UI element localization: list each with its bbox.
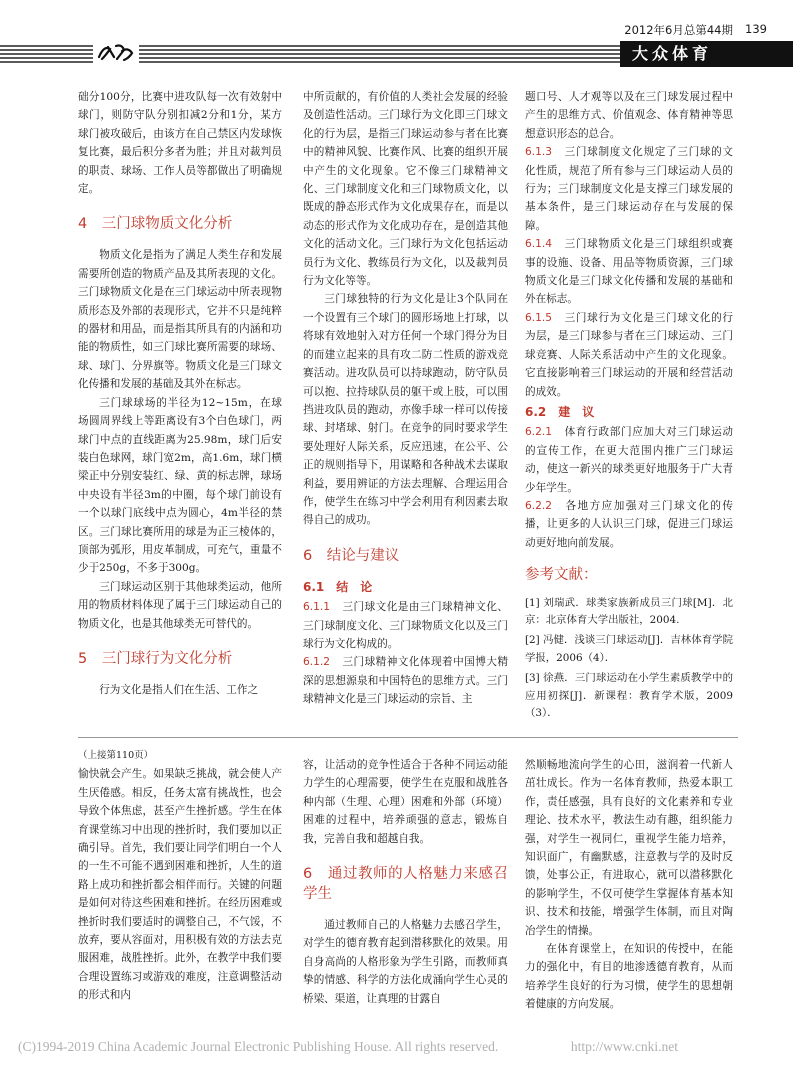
column-top-1 [78,88,282,699]
paragraph: 行为文化是指人们在生活、工作之 [99,683,259,696]
section-heading: 5 三门球行为文化分析 [78,650,233,667]
paragraph: 物质文化是指为了满足人类生存和发展需要所创造的物质产品及其所表现的文化。三门球物质文化是在三门球运动中所表现物质形态及外部的表现形式，它并不只是纯粹的器材和用品，而是指其所具有的内涵和功能的物质性，如三门球比赛所需要的球场、球、球门、分界旗等。物质文化是三门球文化传播和发展的基础及其外在标志。 [78,249,282,391]
item-number: 6.1.2 [303,656,330,669]
subsection-heading: 6.2 建 议 [525,404,595,419]
item-text: 三门球精神文化体现着中国博大精深的思想源泉和中国特色的思维方式。三门球精神文化是三门球运动的宗旨、主 [303,656,508,706]
brand-title: 大众体育 [620,41,793,67]
section-divider [78,737,738,738]
references-heading: 参考文献： [525,567,598,584]
paragraph: 愉快就会产生。如果缺乏挑战，就会使人产生厌倦感。相反，任务太富有挑战性，也会导致个体焦虑，甚至产生挫折感。学生在体育课堂练习中出现的挫折时，我们要加以正确引导。首先，我们要让同学们明白一个人的一生不可能不遇到困难和挫折，人生的道路上成功和挫折都会相伴而行。关键的问题是如何对待这些困难和挫折。在经历困难或挫折时我们要适时的调整自己，不气馁，不放弃，要从容面对，用积极有效的方法去克服困难，战胜挫折。此外，在教学中我们要合理设置练习或游戏的难度，注意调整活动的形式和内 [78,768,282,1002]
paragraph: 三门球球场的半径为12~15m，在球场圆周界线上等距离设有3个白色球门，两球门中点的直线距离为25.98m，球门后安装白色球网，球门宽2m，高1.6m，球门横梁正中分别安装红、绿、黄的标志牌，球场中央设有半径3m的中圈，每个球门前设有一个以球门底线中点为圆心，4m半径的禁区。三门球比赛所用的球是为正三棱体的，顶部为弧形，用皮革制成，可充气，重量不少于250g，不多于300g。 [78,396,282,575]
numbered-paragraph [525,497,733,552]
item-number: 6.1.1 [303,601,330,614]
item-number: 6.2.2 [525,499,552,512]
paragraph: 容，让活动的竞争性适合于各种不同运动能力学生的心理需要，使学生在克服和战胜各种内部（生理、心理）困难和外部（环境）困难的过程中，培养顽强的意志，锻炼自我，完善自我和超越自我。 [303,759,508,845]
column-bottom-2 [303,756,508,1008]
item-text: 三门球制度文化规定了三门球的文化性质，规范了所有参与三门球运动人员的行为；三门球制度文化是支撑三门球发展的基本条件，是三门球运动存在与发展的保障。 [525,146,733,232]
paragraph: 中所贡献的，有价值的人类社会发展的经验及创造性活动。三门球行为文化即三门球文化的行为层，是指三门球运动参与者在比赛中的精神风貌、比赛作风、比赛的组织开展中产生的文化现象。它不像三门球精神文化、三门球制度文化和三门球物质文化，以既成的静态形式作为文化成果存在，而是以动态的形式作为文化成功存在，是创造其他文化的活动文化。三门球行为文化包括运动员行为文化、教练员行为文化，以及裁判员行为文化等等。 [303,91,508,288]
logo-calligraphy-icon [96,41,136,63]
numbered-paragraph [525,143,733,235]
item-number: 6.1.5 [525,311,552,324]
page-header [0,22,793,38]
paragraph: 通过教师自己的人格魅力去感召学生，对学生的德育教育起到潜移默化的效果。用自身高尚的人格形象为学生引路，而教师真挚的情感、科学的方法化成涌向学生心灵的桥梁、渠道，让真理的甘露自 [303,919,508,1005]
numbered-paragraph [525,235,733,309]
item-text: 三门球文化是由三门球精神文化、三门球制度文化、三门球物质文化以及三门球行为文化构成的。 [303,601,508,650]
item-text: 各地方应加强对三门球文化的传播，让更多的人认识三门球，促进三门球运动更好地向前发展。 [525,499,733,549]
numbered-paragraph [525,423,733,497]
column-top-3 [525,88,733,725]
paragraph: 题口号、人才观等以及在三门球发展过程中产生的思维方式、价值观念、体育精神等思想意识形态的总合。 [525,91,733,140]
item-number: 6.1.4 [525,238,552,251]
numbered-paragraph [303,598,508,653]
section-heading: 6 通过教师的人格魅力来感召学生 [303,866,508,903]
column-top-2 [303,88,508,709]
paragraph: 础分100分，比赛中进攻队每一次有效射中球门，则防守队分别扣减2分和1分，某方球门被攻破后，由该方在自己禁区内发球恢复比赛，最后积分多者为胜；并且对裁判员的职责、球场、工作人员等都做出了明确规定。 [78,91,282,196]
header-bar [0,41,793,67]
site-url[interactable]: http://www.cnki.net [570,1039,678,1054]
page-number: 139 [745,22,767,36]
journal-logo [93,41,139,67]
column-bottom-3 [525,756,733,1014]
numbered-paragraph [525,309,733,401]
paragraph: 三门球运动区别于其他球类运动，他所用的物质材料体现了属于三门球运动自己的物质文化，也是其他球类无可替代的。 [78,580,282,630]
item-number: 6.2.1 [525,426,552,439]
item-text: 三门球物质文化是三门球组织或赛事的设施、设备、用品等物质资源，三门球物质文化是三门球文化传播和发展的基础和外在标志。 [525,238,733,306]
copyright-text: (C)1994-2019 China Academic Journal Electronic Publishing House. All rights reserved. [18,1039,499,1054]
section-heading: 4 三门球物质文化分析 [78,216,233,233]
section-heading: 6 结论与建议 [303,547,400,564]
item-text: 三门球行为文化是三门球文化的行为层，是三门球参与者在三门球运动、三门球竞赛、人际关系活动中产生的文化现象。它直接影响着三门球运动的开展和经营活动的成效。 [525,311,733,398]
reference-item: [2] 冯健．浅谈三门球运动[J]．吉林体育学院学报，2006（4）． [525,634,733,664]
paragraph: 在体育课堂上，在知识的传授中，在能力的强化中，有目的地渗透德育教育，从而培养学生良好的行为习惯，使学生的思想朝着健康的方向发展。 [525,943,733,1011]
reference-item: [3] 徐燕．三门球运动在小学生素质教学中的应用初探[J]．新课程：教育学术版，2009（3）． [525,671,733,720]
continuation-note: （上接第110页） [78,750,154,761]
paragraph: 然顺畅地流向学生的心田，滋润着一代新人茁壮成长。作为一名体育教师，热爱本职工作，责任感强，具有良好的文化素养和专业理论、技术水平，教法生动有趣，组织能力强，对学生一视同仁，重视学生能力培养，知识面广，有幽默感，注意教与学的及时反馈，处事公正，有进取心，就可以潜移默化的影响学生，不仅可使学生掌握体育基本知识、技术和技能，增强学生体制，而且对陶冶学生的情操。 [525,759,733,937]
subsection-heading: 6.1 结 论 [303,579,373,594]
issue-info: 2012年6月总第44期 [624,23,733,37]
item-text: 体育行政部门应加大对三门球运动的宣传工作，在更大范围内推广三门球运动，使这一新兴的球类更好地服务于广大青少年学生。 [525,426,733,494]
numbered-paragraph [303,653,508,708]
item-number: 6.1.3 [525,146,552,159]
paragraph: 三门球独特的行为文化是让3个队同在一个设置有三个球门的圆形场地上打球，以将球有效地射入对方任何一个球门得分为目的而建立起来的具有攻二防二性质的游戏竞赛活动。进攻队员可以持球跑动，防守队员可以抱、拉持球队员的躯干或上肢，可以围挡进攻队员的跑动，亦像手球一样可以传接球、封堵球、射门。在竞争的同时要求学生要处理好人际关系，反应迅速，在公平、公正的规则指导下，用谋略和各种战术去谋取利益，要用辨证的方法去理解、合理运用合作，使学生在练习中学会利用有利因素去取得自己的成功。 [303,293,508,527]
reference-item: [1] 刘瑞武．球类家族新成员三门球[M]．北京：北京体育大学出版社，2004. [525,596,733,627]
page-footer [18,1039,778,1055]
column-bottom-1 [78,747,282,1005]
